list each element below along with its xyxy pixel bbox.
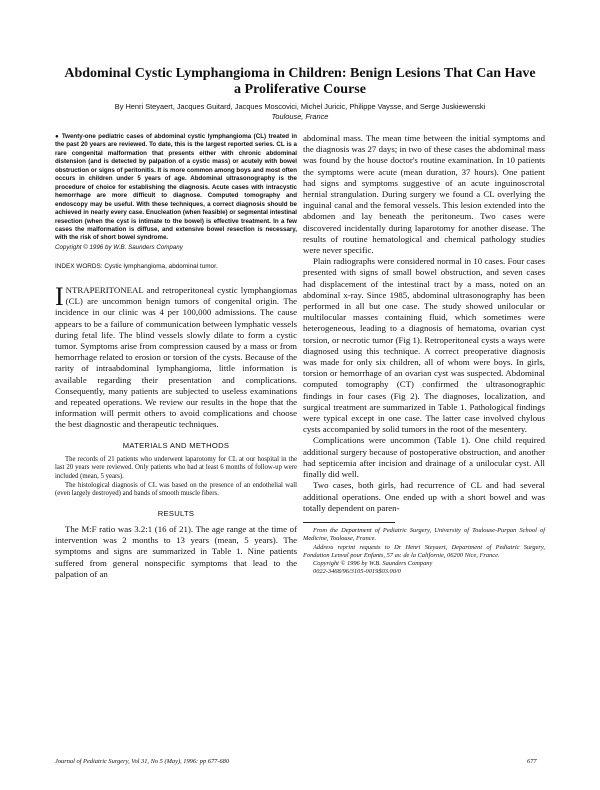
results-heading: RESULTS bbox=[157, 509, 195, 519]
abstract-copyright: Copyright © 1996 by W.B. Saunders Company bbox=[55, 243, 183, 251]
footnote-divider bbox=[303, 522, 395, 523]
author-block bbox=[60, 102, 540, 122]
footnote-issn: 0022-3468/96/3105-0019$03.00/0 bbox=[313, 568, 401, 576]
page-number: 677 bbox=[527, 758, 537, 765]
footnote-affiliation: From the Department of Pediatric Surgery, University of Toulouse-Purpan School of Medicine, Toulouse, France. bbox=[303, 526, 545, 543]
methods-paragraph-2: The histological diagnosis of CL was based on the presence of an endothelial wall (even largely destroyed) and bands of smooth muscle fibers. bbox=[55, 481, 297, 498]
right-column bbox=[303, 133, 545, 577]
drop-cap: I bbox=[55, 281, 64, 311]
author-location: Toulouse, France bbox=[271, 112, 329, 121]
results-continuation: abdominal mass. The mean time between the initial symptoms and the diagnosis was 27 days; in two of these cases the abdominal mass was found by the house doctor's routine examination. In 10 patients the symptoms were acute (mean duration, 37 hours). One patient had signs and symptoms suggestive of an acute inguinoscrotal hernial strangulation. During surgery we found a CL overlying the inguinal canal and the femoral vessels. This lesion extended into the abdomen and lay beneath the peritoneum. Two cases were discovered incidentally during laparotomy for another disease. The results of routine hematological and chemical pathology studies were never specific. bbox=[303, 133, 545, 256]
index-words: INDEX WORDS: Cystic lymphangioma, abdominal tumor. bbox=[55, 262, 218, 270]
left-column bbox=[55, 133, 297, 580]
author-list: By Henri Steyaert, Jacques Guitard, Jacques Moscovici, Michel Juricic, Philippe Vaysse, and Serge Juskiewenski bbox=[114, 102, 486, 111]
results-paragraph: The M:F ratio was 3.2:1 (16 of 21). The age range at the time of intervention was 2 months to 13 years (mean, 5 years). The symptoms and signs are summarized in Table 1. Nine patients suffered from general nonspecific symptoms that lead to the palpation of an bbox=[55, 524, 297, 579]
intro-paragraph bbox=[55, 281, 297, 431]
radiograph-paragraph: Plain radiographs were considered normal in 10 cases. Four cases presented with signs of small bowel obstruction, and seven cases had displacement of the intestinal tract by a mass, noted on an abdominal x-ray. Since 1985, abdominal ultrasonography has been performed in all but one case. The study showed unilocular or multilocular masses containing fluid, which sometimes were heterogeneous, leading to a diagnosis of hematoma, ovarian cyst torsion, or necrotic tumor (Fig 1). Retroperitoneal cysts a ways were diagnosed using this technique. A correct preoperative diagnosis was made for only six children, all of whom were boys. In girls, torsion or hemorrhage of an ovarian cyst was suspected. Abdominal computed tomography (CT) confirmed the ultrasonographic findings in four cases (Fig 2). The diagnoses, localization, and surgical treatment are summarized in Table 1. Pathological findings were typical except in one case. The latter case involved chylous cysts accompanied by solid tumors in the root of the mesentery. bbox=[303, 256, 545, 435]
abstract-text: ● Twenty-one pediatric cases of abdominal cystic lymphangioma (CL) treated in the past 20 years are reviewed. To date, this is the largest reported series. CL is a rare congenital malformation that presents either with chronic abdominal distension (and is detected by palpation of a cystic mass) or acutely with bowel obstruction or signs of peritonitis. It is more common among boys and most often occurs in children under 5 years of age. Abdominal ultrasonography is the procedure of choice for establishing the diagnosis. Acute cases with intracystic hemorrhage are more difficult to diagnose. Computed tomography and endoscopy may be useful. With these techniques, a correct diagnosis should be achieved in nearly every case. Enucleation (when feasible) or segmental intestinal resection (when the cyst is intimate to the bowel) is effective treatment. In a few cases the malformation is diffuse, and extensive bowel resection is necessary, with the risk of short bowel syndrome. bbox=[55, 133, 297, 242]
article-title: Abdominal Cystic Lymphangioma in Children: Benign Lesions That Can Have a Proliferative Course bbox=[64, 66, 536, 97]
footnote-copyright: Copyright © 1996 by W.B. Saunders Company bbox=[313, 560, 433, 568]
methods-heading: MATERIALS AND METHODS bbox=[122, 440, 230, 450]
complications-paragraph: Complications were uncommon (Table 1). One child required additional surgery because of postoperative obstruction, and another had septicemia after incision and drainage of a unilocular cyst. All finally did well. bbox=[303, 435, 545, 480]
intro-text: NTRAPERITONEAL and retroperitoneal cystic lymphangiomas (CL) are uncommon benign tumors of congenital origin. The incidence in our clinic was 4 per 100,000 admissions. The cause appears to be a failure of communication between lymphatic vessels during fetal life. The blind vessels slowly dilate to form a cystic tumor. Symptoms arise from compression caused by a mass or from hemorrhage related to erosion or torsion of the cysts. Because of the rarity of intraabdominal lymphangioma, little information is available regarding their presentation and complications. Consequently, many patients are subjected to useless examinations and repeated operations. We review our results in the hope that the information will permit others to avoid complications and choose the best diagnostic and therapeutic techniques. bbox=[55, 284, 297, 430]
methods-paragraph-1: The records of 21 patients who underwent laparotomy for CL at our hospital in the last 20 years were reviewed. Only patients who had at least 6 months of follow-up were included (mean, 5 years). bbox=[55, 455, 297, 480]
journal-citation: Journal of Pediatric Surgery, Vol 31, No 5 (May), 1996: pp 677-680 bbox=[55, 758, 230, 765]
footnote-reprints: Address reprint requests to Dr Henri Steyaert, Department of Pediatric Surgery, Fondation Lenval pour Enfants, 57 av. de la Californie, 06200 Nice, France. bbox=[303, 543, 545, 559]
recurrence-paragraph: Two cases, both girls, had recurrence of CL and had several additional operations. One ended up with a short bowel and was totally dependent on paren- bbox=[303, 480, 545, 513]
